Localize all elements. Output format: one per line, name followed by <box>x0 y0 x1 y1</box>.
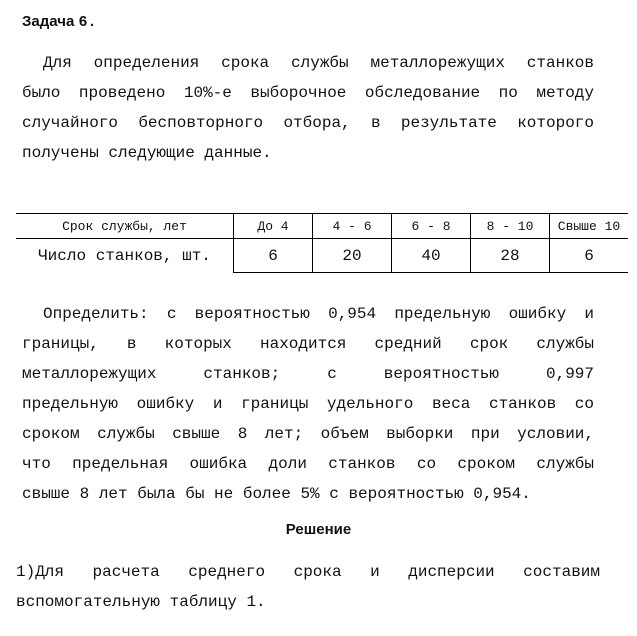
table-header-cell: 8 - 10 <box>471 214 550 239</box>
table-header-cell: 4 - 6 <box>313 214 392 239</box>
task-title <box>22 13 96 31</box>
question-line: что предельная ошибка доли станков со сроком службы <box>22 455 594 473</box>
question-line: Определить: с вероятностью 0,954 предельную ошибку и <box>43 305 594 323</box>
table-cell: 6 <box>234 239 313 273</box>
task-title-number: 6. <box>78 14 97 31</box>
solution-line: вспомогательную таблицу 1. <box>16 593 266 611</box>
table-header-cell: Срок службы, лет <box>16 214 234 239</box>
intro-paragraph <box>22 48 594 168</box>
question-paragraph <box>22 299 594 509</box>
intro-line: случайного бесповторного отбора, в результате которого <box>22 114 594 132</box>
intro-line: было проведено 10%-е выборочное обследование по методу <box>22 84 594 102</box>
table-cell: 28 <box>471 239 550 273</box>
table-cell: 40 <box>392 239 471 273</box>
question-line: сроком службы свыше 8 лет; объем выборки при условии, <box>22 425 594 443</box>
table-cell: 6 <box>550 239 629 273</box>
solution-line: 1)Для расчета среднего срока и дисперсии составим <box>16 563 600 581</box>
table-cell: 20 <box>313 239 392 273</box>
table-header-cell: 6 - 8 <box>392 214 471 239</box>
solution-heading: Решение <box>285 521 352 538</box>
table-row-label: Число станков, шт. <box>38 246 211 265</box>
table-header-row <box>16 214 628 239</box>
table-header-cell: Свыше 10 <box>550 214 629 239</box>
intro-line: Для определения срока службы металлорежущих станков <box>43 54 594 72</box>
task-title-word: Задача <box>22 13 75 30</box>
data-table <box>16 213 628 273</box>
table-header-cell: До 4 <box>234 214 313 239</box>
question-line: свыше 8 лет была бы не более 5% с вероятностью 0,954. <box>22 485 531 503</box>
table-row <box>16 239 628 273</box>
solution-paragraph <box>16 557 600 617</box>
question-line: металлорежущих станков; с вероятностью 0,997 <box>22 365 594 383</box>
question-line: границы, в которых находится средний срок службы <box>22 335 594 353</box>
question-line: предельную ошибку и границы удельного веса станков со <box>22 395 594 413</box>
intro-line: получены следующие данные. <box>22 144 272 162</box>
